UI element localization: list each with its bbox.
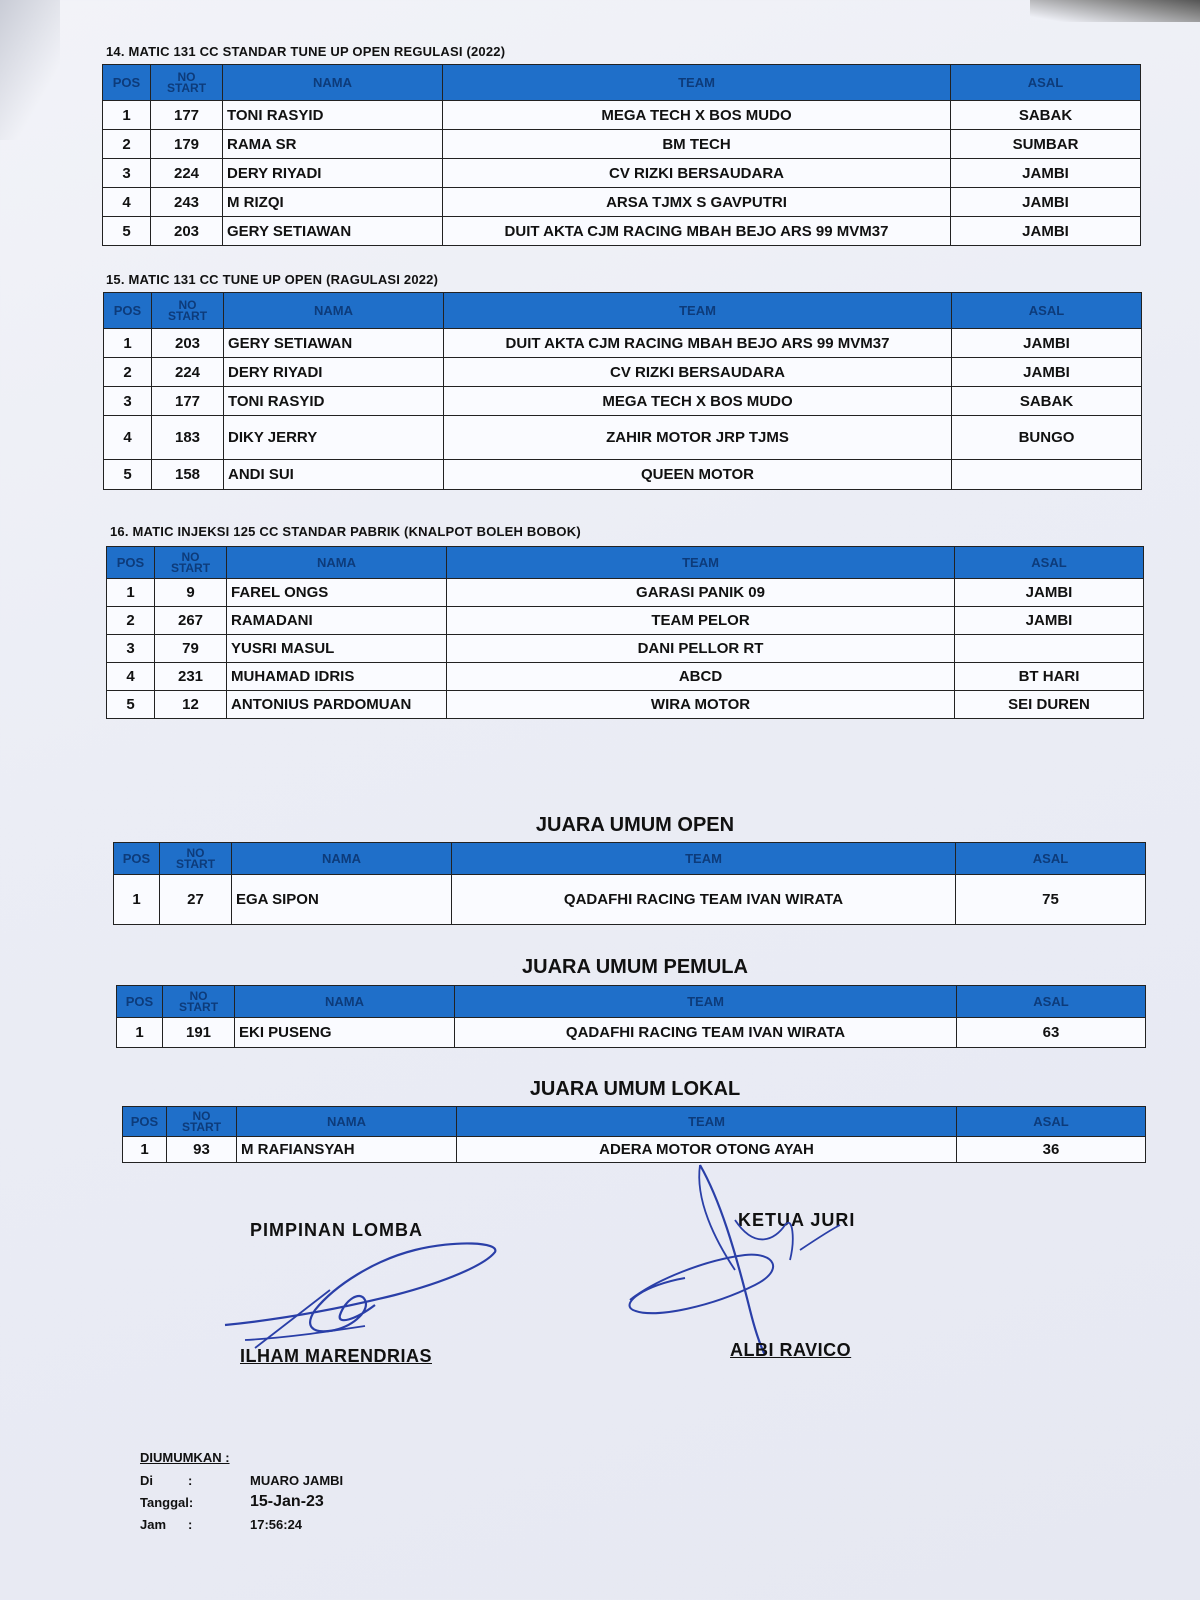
table-row [103,101,1141,130]
cell-asal: BT HARI [955,663,1144,691]
table-row [107,663,1144,691]
table-header-row [107,547,1144,579]
cell-asal: SEI DUREN [955,691,1144,719]
header-pos: POS [117,986,163,1018]
place-label: Di [140,1472,153,1488]
cell-nama: EKI PUSENG [235,1018,455,1048]
header-pos: POS [103,65,151,101]
cell-team: ARSA TJMX S GAVPUTRI [443,188,951,217]
cell-no-start: 179 [151,130,223,159]
cell-pos: 1 [104,329,152,358]
cell-nama: FAREL ONGS [227,579,447,607]
cell-no-start: 224 [151,159,223,188]
cell-nama: GERY SETIAWAN [224,329,444,358]
cell-pos: 5 [107,691,155,719]
header-asal: ASAL [952,293,1142,329]
header-no-start: NO START [151,65,223,101]
cell-pos: 5 [104,460,152,490]
cell-asal: JAMBI [955,579,1144,607]
header-team: TEAM [455,986,957,1018]
cell-pos: 1 [117,1018,163,1048]
signature-name-right: ALBI RAVICO [730,1340,852,1360]
cell-pos: 2 [107,607,155,635]
cell-team: GARASI PANIK 09 [447,579,955,607]
cell-team: BM TECH [443,130,951,159]
cell-asal: BUNGO [952,416,1142,460]
page-top-edge [1030,0,1200,22]
header-team: TEAM [444,293,952,329]
cell-asal: SABAK [952,387,1142,416]
header-team: TEAM [443,65,951,101]
header-pos: POS [114,843,160,875]
cell-team: QUEEN MOTOR [444,460,952,490]
cell-nama: RAMA SR [223,130,443,159]
time-value: 17:56:24 [250,1516,303,1532]
table-row [123,1137,1146,1163]
cell-no-start: 224 [152,358,224,387]
header-pos: POS [107,547,155,579]
header-nama: NAMA [224,293,444,329]
cell-team: MEGA TECH X BOS MUDO [444,387,952,416]
cell-team: QADAFHI RACING TEAM IVAN WIRATA [452,875,956,925]
table-row [104,358,1142,387]
table-row [103,159,1141,188]
cell-asal [955,635,1144,663]
header-no-start: NO START [163,986,235,1018]
header-no-start: NO START [152,293,224,329]
cell-asal: JAMBI [952,329,1142,358]
table-header-row [123,1107,1146,1137]
cell-nama: ANDI SUI [224,460,444,490]
cell-no-start: 9 [155,579,227,607]
time-colon: : [188,1516,193,1532]
signature-role-right: KETUA JURI [738,1210,856,1230]
header-nama: NAMA [235,986,455,1018]
cell-nama: DERY RIYADI [223,159,443,188]
cell-asal [952,460,1142,490]
header-pos: POS [104,293,152,329]
header-team: TEAM [457,1107,957,1137]
champion-heading-pemula: JUARA UMUM PEMULA [522,956,748,978]
champion-heading-open: JUARA UMUM OPEN [535,814,735,836]
table-row [114,875,1146,925]
cell-pos: 3 [104,387,152,416]
cell-asal: JAMBI [951,188,1141,217]
header-asal: ASAL [957,986,1146,1018]
cell-team: DUIT AKTA CJM RACING MBAH BEJO ARS 99 MVM37 [443,217,951,246]
table-row [103,188,1141,217]
table-header-row [114,843,1146,875]
cell-pos: 4 [104,416,152,460]
cell-nama: M RAFIANSYAH [237,1137,457,1163]
table-row [104,387,1142,416]
cell-pos: 3 [103,159,151,188]
cell-no-start: 177 [151,101,223,130]
cell-no-start: 191 [163,1018,235,1048]
cell-asal: 36 [957,1137,1146,1163]
cell-no-start: 93 [167,1137,237,1163]
cell-no-start: 27 [160,875,232,925]
time-row [140,1513,343,1535]
cell-asal: 75 [956,875,1146,925]
cell-nama: ANTONIUS PARDOMUAN [227,691,447,719]
table-row [107,607,1144,635]
cell-nama: YUSRI MASUL [227,635,447,663]
cell-pos: 1 [103,101,151,130]
header-nama: NAMA [227,547,447,579]
cell-no-start: 267 [155,607,227,635]
cell-no-start: 158 [152,460,224,490]
date-value: 15-Jan-23 [250,1493,324,1510]
cell-team: ZAHIR MOTOR JRP TJMS [444,416,952,460]
cell-no-start: 183 [152,416,224,460]
table-row [107,635,1144,663]
cell-team: QADAFHI RACING TEAM IVAN WIRATA [455,1018,957,1048]
place-colon: : [188,1472,193,1488]
champion-table-pemula [116,985,1146,1048]
header-no-start: NO START [155,547,227,579]
table-row [104,416,1142,460]
cell-nama: DERY RIYADI [224,358,444,387]
table-header-row [103,65,1141,101]
cell-pos: 3 [107,635,155,663]
announcement-footer [140,1450,343,1535]
cell-team: ADERA MOTOR OTONG AYAH [457,1137,957,1163]
header-asal: ASAL [955,547,1144,579]
results-table-16 [106,546,1144,719]
champion-table-open [113,842,1146,925]
signature-name-left: ILHAM MARENDRIAS [240,1346,432,1366]
cell-no-start: 203 [151,217,223,246]
cell-pos: 1 [114,875,160,925]
cell-nama: RAMADANI [227,607,447,635]
cell-pos: 4 [103,188,151,217]
cell-no-start: 231 [155,663,227,691]
cell-asal: JAMBI [955,607,1144,635]
cell-nama: MUHAMAD IDRIS [227,663,447,691]
cell-team: CV RIZKI BERSAUDARA [443,159,951,188]
cell-asal: SABAK [951,101,1141,130]
cell-pos: 4 [107,663,155,691]
cell-team: DANI PELLOR RT [447,635,955,663]
results-table-15 [103,292,1142,490]
header-nama: NAMA [232,843,452,875]
cell-pos: 1 [107,579,155,607]
cell-pos: 5 [103,217,151,246]
table-row [103,217,1141,246]
cell-team: WIRA MOTOR [447,691,955,719]
cell-pos: 1 [123,1137,167,1163]
place-row [140,1469,343,1491]
table-row [107,579,1144,607]
header-team: TEAM [452,843,956,875]
cell-asal: SUMBAR [951,130,1141,159]
section-title-14: 14. MATIC 131 CC STANDAR TUNE UP OPEN REGULASI (2022) [106,44,506,59]
table-row [104,329,1142,358]
cell-nama: M RIZQI [223,188,443,217]
cell-nama: TONI RASYID [224,387,444,416]
announced-label: DIUMUMKAN : [140,1450,230,1465]
cell-nama: DIKY JERRY [224,416,444,460]
cell-nama: GERY SETIAWAN [223,217,443,246]
cell-no-start: 177 [152,387,224,416]
cell-nama: EGA SIPON [232,875,452,925]
cell-no-start: 203 [152,329,224,358]
header-no-start: NO START [160,843,232,875]
cell-asal: JAMBI [951,217,1141,246]
cell-team: DUIT AKTA CJM RACING MBAH BEJO ARS 99 MVM37 [444,329,952,358]
results-table-14 [102,64,1141,246]
champion-table-lokal [122,1106,1146,1163]
table-row [104,460,1142,490]
champion-heading-lokal: JUARA UMUM LOKAL [529,1078,741,1100]
cell-team: ABCD [447,663,955,691]
section-title-15: 15. MATIC 131 CC TUNE UP OPEN (RAGULASI 2022) [106,272,439,287]
page-corner-shadow [0,0,60,140]
cell-pos: 2 [103,130,151,159]
place-value: MUARO JAMBI [250,1472,344,1488]
header-asal: ASAL [951,65,1141,101]
table-row [103,130,1141,159]
header-team: TEAM [447,547,955,579]
table-header-row [117,986,1146,1018]
table-row [107,691,1144,719]
cell-team: TEAM PELOR [447,607,955,635]
table-header-row [104,293,1142,329]
cell-asal: 63 [957,1018,1146,1048]
header-no-start: NO START [167,1107,237,1137]
signature-right-scribble [625,1160,885,1360]
signature-role-left: PIMPINAN LOMBA [250,1220,423,1240]
header-nama: NAMA [237,1107,457,1137]
cell-team: MEGA TECH X BOS MUDO [443,101,951,130]
cell-team: CV RIZKI BERSAUDARA [444,358,952,387]
header-pos: POS [123,1107,167,1137]
header-nama: NAMA [223,65,443,101]
cell-nama: TONI RASYID [223,101,443,130]
cell-no-start: 243 [151,188,223,217]
date-label: Tanggal: [140,1494,194,1510]
time-label: Jam [140,1516,167,1532]
cell-asal: JAMBI [951,159,1141,188]
header-asal: ASAL [956,843,1146,875]
cell-no-start: 79 [155,635,227,663]
cell-no-start: 12 [155,691,227,719]
cell-asal: JAMBI [952,358,1142,387]
table-row [117,1018,1146,1048]
date-row [140,1491,343,1513]
header-asal: ASAL [957,1107,1146,1137]
cell-pos: 2 [104,358,152,387]
section-title-16: 16. MATIC INJEKSI 125 CC STANDAR PABRIK (KNALPOT BOLEH BOBOK) [110,524,581,539]
